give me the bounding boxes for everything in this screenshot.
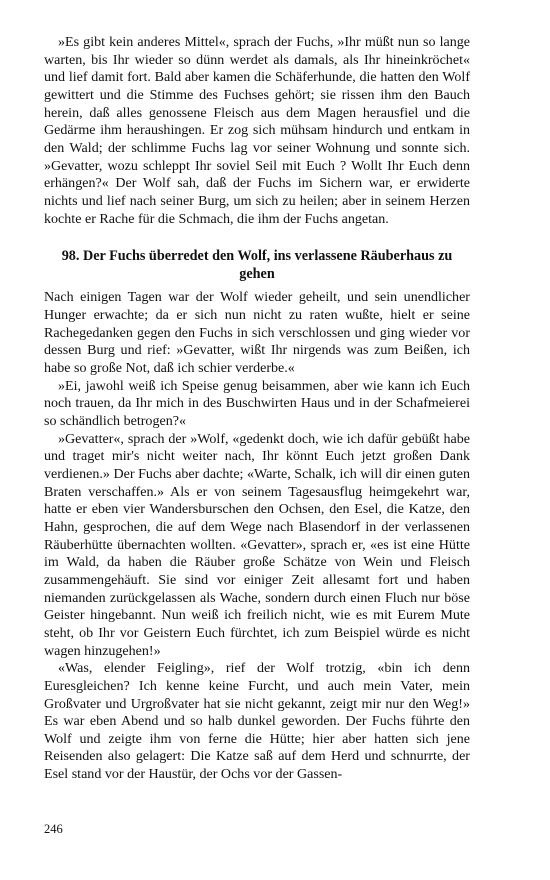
paragraph-1: »Es gibt kein anderes Mittel«, sprach der Fuchs, »Ihr müßt nun so lange warten, bis Ihr wieder so dünn werdet als damals, als Ihr hineinkröchet« und lief damit fort. Bald aber kamen die Schäferhunde, die hatten den Wolf gewittert und die Stimme des Fuchses gehört; sie rissen ihm den Bauch herein, daß alles genossene Fleisch aus dem Magen herausfiel und die Gedärme ihm heraushingen. Er zog sich mühsam hindurch und entkam in den Wald; der schlimme Fuchs lag vor seiner Wohnung und sonnte sich. »Gevatter, wozu schleppt Ihr soviel Seil mit Euch ? Wollt Ihr Euch denn erhängen?« Der Wolf sah, daß der Fuchs im Sichern war, er erwiderte nichts und lief nach seiner Burg, um sich zu heilen; aber in seinem Herzen kochte er Rache für die Schmach, die ihm der Fuchs angetan. [44,34,470,227]
paragraph-5: «Was, elender Feigling», rief der Wolf trotzig, «bin ich denn Euresgleichen? Ich kenne keine Furcht, und auch mein Vater, mein Großvater und Urgroßvater hat sie nicht gekannt, zeigt mir nur den Weg!» Es war eben Abend und so halb dunkel geworden. Der Fuchs führte den Wolf und zeigte ihm von ferne die Hütte; hier aber hatten sich jene Reisenden also gelagert: Die Katze saß auf dem Herd und schnurrte, der Esel stand vor der Haustür, der Ochs vor der Gassen- [44,660,470,783]
paragraph-4: »Gevatter«, sprach der »Wolf, «gedenkt doch, wie ich dafür gebüßt habe und traget mir's nicht weiter nach, Ihr könnt Euch jetzt großen Dank verdienen.» Der Fuchs aber dachte; «Warte, Schalk, ich will dir einen guten Braten verschaffen.» Als er von seinem Tagesausflug heimgekehrt war, hatte er eben vier Wandersburschen den Ochsen, den Esel, die Katze, den Hahn, gesprochen, die auf dem Wege nach Blasendorf in der verlassenen Räuberhütte übernachten wollten. «Gevatter», sprach er, «es ist eine Hütte im Wald, da haben die Räuber große Schätze von Wein und Fleisch zusammengehäuft. Sie sind vor einiger Zeit allesamt fort und haben niemanden zurückgelassen als Wache, sondern durch einen Fluch nur böse Geister hingebannt. Nun weiß ich freilich nicht, wie es mit Eurem Mute steht, ob Ihr vor Geistern Euch fürchtet, ich zum Beispiel würde es nicht wagen hinzugehen!» [44,430,470,659]
paragraph-3: »Ei, jawohl weiß ich Speise genug beisammen, aber wie kann ich Euch noch trauen, da Ihr mich in des Buschwirten Haus und in der Schafmeierei so schändlich betrogen?« [44,377,470,429]
paragraph-2: Nach einigen Tagen war der Wolf wieder geheilt, und sein unendlicher Hunger erwachte; da er sich nun nicht zu raten wußte, hielt er seine Rachegedanken gegen den Fuchs in sich verschlossen und ging wieder vor dessen Burg und rief: »Gevatter, wißt Ihr nirgends was zum Beißen, ich habe so große Not, daß ich schier verderbe.« [44,289,470,377]
chapter-heading: 98. Der Fuchs überredet den Wolf, ins verlassene Räuberhaus zu gehen [61,248,453,282]
page-number: 246 [44,822,63,836]
book-page [44,34,470,784]
